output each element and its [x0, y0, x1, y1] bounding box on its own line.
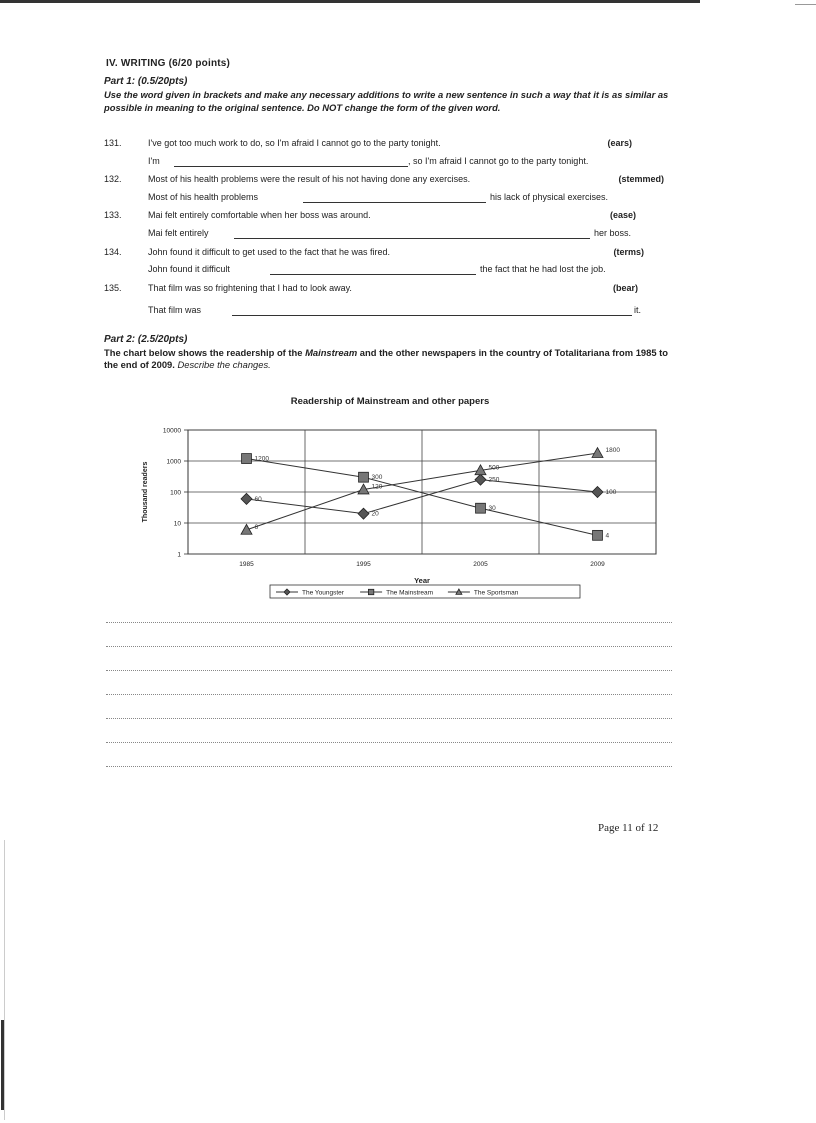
question-number: 135.	[104, 283, 122, 293]
data-label: 20	[371, 510, 379, 518]
data-label: 300	[371, 474, 383, 482]
part2-instruction	[104, 347, 674, 371]
data-point-diamond	[592, 487, 603, 498]
given-word: (ears)	[607, 138, 632, 148]
writing-line[interactable]	[106, 670, 672, 671]
chart-title: Readership of Mainstream and other papers	[290, 396, 490, 407]
rewrite-end: his lack of physical exercises.	[490, 192, 609, 202]
y-tick-label: 100	[170, 489, 181, 497]
scan-edge-left-faint	[4, 840, 5, 1120]
rewrite-end: it.	[634, 305, 642, 315]
part2-title: Part 2: (2.5/20pts)	[104, 334, 188, 345]
rewrite-end: her boss.	[594, 228, 632, 238]
x-axis-label: Year	[414, 576, 430, 585]
part2-task: Describe the changes.	[177, 359, 271, 370]
plot-area	[163, 428, 656, 569]
part2-newspaper-name: Mainstream	[305, 347, 358, 358]
page-number: Page 11 of 12	[598, 822, 659, 834]
rewrite-end: , so I'm afraid I cannot go to the party tonight.	[408, 156, 589, 166]
part2-text: The chart below shows the readership of the	[104, 347, 306, 358]
answer-blank[interactable]	[234, 238, 590, 239]
y-tick-label: 1000	[166, 458, 181, 466]
question-135	[104, 283, 664, 297]
given-word: (terms)	[613, 247, 644, 257]
question-number: 131.	[104, 138, 122, 148]
data-point-diamond	[241, 493, 252, 504]
data-point-square	[476, 503, 486, 513]
x-tick-label: 2005	[473, 561, 488, 568]
y-tick-label: 1	[177, 551, 181, 559]
scan-edge-top-right	[795, 4, 816, 5]
writing-line[interactable]	[106, 646, 672, 647]
given-word: (stemmed)	[618, 174, 664, 184]
y-tick-label: 10	[173, 520, 181, 528]
data-point-diamond	[358, 508, 369, 519]
original-sentence: I've got too much work to do, so I'm afraid I cannot go to the party tonight.	[148, 138, 441, 148]
original-sentence: Most of his health problems were the result of his not having done any exercises.	[148, 174, 471, 184]
original-sentence: John found it difficult to get used to the fact that he was fired.	[148, 247, 390, 257]
data-point-square	[242, 454, 252, 464]
y-tick-label: 10000	[162, 427, 181, 435]
data-point-square	[368, 589, 373, 594]
question-134	[104, 247, 664, 261]
given-word: (ease)	[609, 210, 636, 220]
data-label: 500	[488, 464, 500, 472]
question-number: 133.	[104, 210, 122, 220]
rewrite-132	[148, 192, 658, 206]
data-point-triangle	[592, 448, 603, 458]
rewrite-start: John found it difficult	[148, 264, 230, 274]
rewrite-134	[148, 264, 658, 278]
question-number: 132.	[104, 174, 122, 184]
rewrite-start: Mai felt entirely	[148, 228, 209, 238]
question-133	[104, 210, 664, 224]
data-label: 1800	[605, 447, 620, 455]
writing-line[interactable]	[106, 742, 672, 743]
writing-line[interactable]	[106, 718, 672, 719]
data-point-square	[359, 472, 369, 482]
data-label: 120	[371, 483, 383, 491]
writing-line[interactable]	[106, 622, 672, 623]
answer-blank[interactable]	[303, 202, 486, 203]
data-label: 30	[488, 505, 496, 513]
answer-blank[interactable]	[270, 274, 476, 275]
data-point-triangle	[241, 524, 252, 534]
part1-title: Part 1: (0.5/20pts)	[104, 76, 188, 87]
answer-blank[interactable]	[174, 166, 408, 167]
data-label: 1200	[254, 455, 269, 463]
data-label: 6	[254, 523, 259, 531]
x-tick-label: 1985	[239, 561, 254, 568]
original-sentence: That film was so frightening that I had to look away.	[148, 283, 352, 293]
data-label: 4	[605, 532, 610, 540]
legend-label: The Mainstream	[386, 589, 434, 597]
x-tick-label: 2009	[590, 561, 605, 568]
question-131	[104, 138, 664, 152]
rewrite-133	[148, 228, 658, 242]
rewrite-start: That film was	[148, 305, 202, 315]
scan-edge-top	[0, 0, 700, 3]
chart-legend	[270, 585, 580, 598]
data-label: 60	[254, 495, 262, 503]
data-point-square	[593, 530, 603, 540]
writing-line[interactable]	[106, 766, 672, 767]
answer-blank[interactable]	[232, 315, 632, 316]
rewrite-start: I'm	[148, 156, 160, 166]
original-sentence: Mai felt entirely comfortable when her boss was around.	[148, 210, 371, 220]
data-label: 250	[488, 476, 500, 484]
legend-label: The Sportsman	[473, 589, 519, 597]
question-132	[104, 174, 664, 188]
rewrite-131	[148, 156, 658, 170]
rewrite-start: Most of his health problems	[148, 192, 259, 202]
part1-instruction: Use the word given in brackets and make any necessary additions to write a new sentence in such a way that it is as similar as possible in meaning to the original sentence. Do NOT change the form of the given word.	[104, 89, 669, 113]
given-word: (bear)	[612, 283, 638, 293]
readership-chart	[130, 390, 690, 610]
data-point-diamond	[475, 474, 486, 485]
data-label: 100	[605, 489, 617, 496]
x-tick-label: 1995	[356, 561, 371, 568]
rewrite-end: the fact that he had lost the job.	[480, 264, 606, 274]
section-heading: IV. WRITING (6/20 points)	[106, 58, 231, 69]
y-axis-label: Thousand readers	[142, 461, 149, 523]
question-number: 134.	[104, 247, 122, 257]
writing-line[interactable]	[106, 694, 672, 695]
rewrite-135	[148, 305, 658, 319]
legend-label: The Youngster	[302, 589, 344, 597]
part2-text-cont: and the other newspapers in the country of Totalitariana from 1985 to the end of 2009.	[104, 347, 669, 370]
